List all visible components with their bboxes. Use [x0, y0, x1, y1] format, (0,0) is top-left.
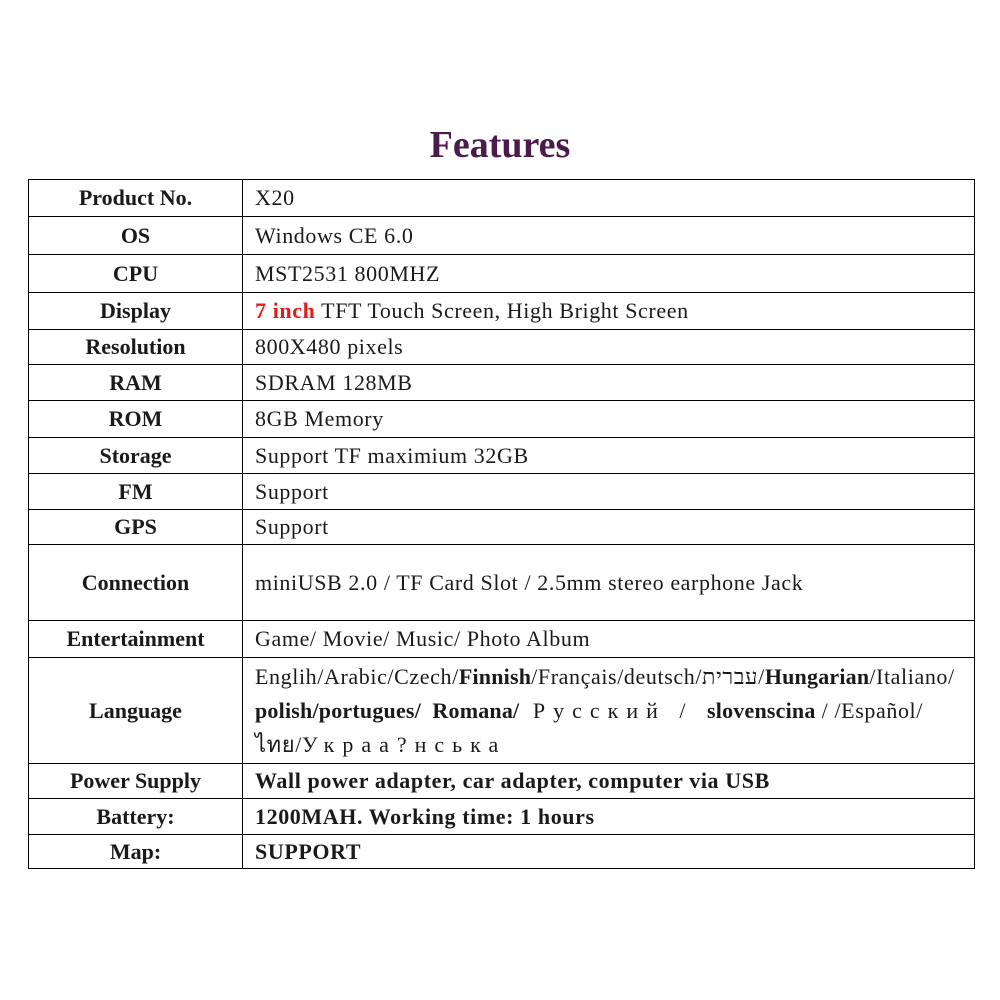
table-row	[29, 255, 975, 293]
language-text: /Français/deutsch/	[531, 663, 703, 689]
features-table	[28, 179, 975, 869]
row-value: 8GB Memory	[243, 401, 975, 438]
row-value: miniUSB 2.0 / TF Card Slot / 2.5mm stereo earphone Jack	[243, 545, 975, 621]
language-text: polish/portugues/ Romana/	[255, 697, 520, 723]
row-value: Support	[243, 510, 975, 545]
row-label: Connection	[29, 545, 243, 621]
row-label: OS	[29, 217, 243, 255]
table-row	[29, 764, 975, 799]
row-label: Entertainment	[29, 621, 243, 658]
table-row	[29, 330, 975, 365]
row-label: Battery:	[29, 799, 243, 835]
row-value: SUPPORT	[243, 835, 975, 869]
table-row	[29, 293, 975, 330]
page-title: Features	[429, 124, 571, 166]
display-description: TFT Touch Screen, High Bright Screen	[315, 298, 689, 323]
table-row	[29, 799, 975, 835]
language-text: Englih/Arabic/Czech/	[255, 663, 459, 689]
row-label: Resolution	[29, 330, 243, 365]
row-label: Language	[29, 658, 243, 764]
row-value: Support TF maximium 32GB	[243, 438, 975, 474]
row-value: X20	[243, 180, 975, 217]
row-value: Support	[243, 474, 975, 510]
language-line	[255, 694, 974, 728]
row-label: RAM	[29, 365, 243, 401]
language-line	[255, 660, 974, 694]
language-text: Hungarian	[764, 663, 870, 689]
row-label: CPU	[29, 255, 243, 293]
table-row	[29, 658, 975, 764]
table-row	[29, 180, 975, 217]
row-label: Power Supply	[29, 764, 243, 799]
language-text: slovenscina	[707, 697, 816, 723]
table-row	[29, 545, 975, 621]
row-value: Windows CE 6.0	[243, 217, 975, 255]
row-value	[243, 293, 975, 330]
table-row	[29, 401, 975, 438]
table-row	[29, 510, 975, 545]
row-value: MST2531 800MHZ	[243, 255, 975, 293]
row-label: Map:	[29, 835, 243, 869]
row-label: Product No.	[29, 180, 243, 217]
language-text: /	[758, 663, 765, 689]
table-row	[29, 835, 975, 869]
table-row	[29, 365, 975, 401]
table-row	[29, 474, 975, 510]
language-text: עברית	[702, 663, 759, 689]
table-row	[29, 621, 975, 658]
row-value: 1200MAH. Working time: 1 hours	[243, 799, 975, 835]
row-label: GPS	[29, 510, 243, 545]
row-label: Storage	[29, 438, 243, 474]
row-label: ROM	[29, 401, 243, 438]
display-size-highlight: 7 inch	[255, 298, 316, 323]
language-line	[255, 728, 974, 762]
row-label: FM	[29, 474, 243, 510]
language-text: /Italiano/	[869, 663, 955, 689]
language-text: Русский /	[519, 697, 707, 723]
language-text: Украa?нська	[301, 731, 507, 757]
row-value: SDRAM 128MB	[243, 365, 975, 401]
language-text: Finnish	[458, 663, 532, 689]
row-value: Wall power adapter, car adapter, computer via USB	[243, 764, 975, 799]
language-text: ไทย/	[255, 731, 302, 757]
language-text: / /Español/	[815, 697, 923, 723]
language-list	[243, 658, 975, 764]
row-value: Game/ Movie/ Music/ Photo Album	[243, 621, 975, 658]
table-row	[29, 217, 975, 255]
row-label: Display	[29, 293, 243, 330]
row-value: 800X480 pixels	[243, 330, 975, 365]
table-row	[29, 438, 975, 474]
